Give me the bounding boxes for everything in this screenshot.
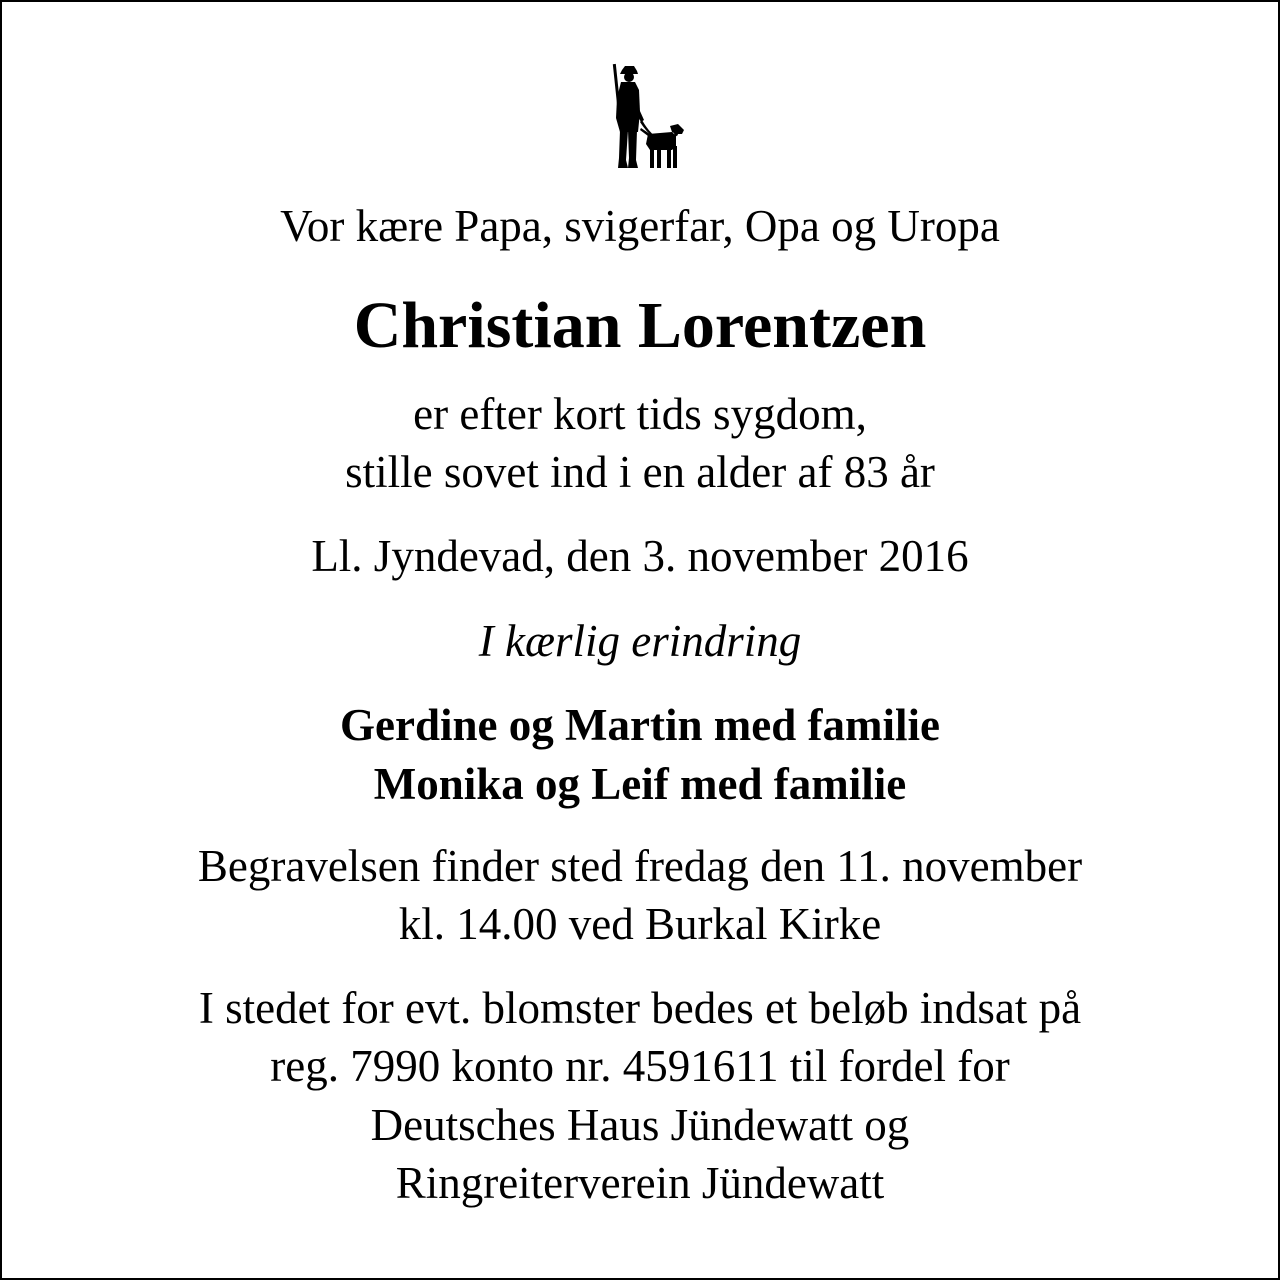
place-and-date: Ll. Jyndevad, den 3. november 2016 <box>311 531 969 581</box>
family-line-2: Monika og Leif med familie <box>373 759 907 809</box>
intro-line: Vor kære Papa, svigerfar, Opa og Uropa <box>280 201 1000 251</box>
family-line-1: Gerdine og Martin med familie <box>340 700 940 750</box>
funeral-line-2: kl. 14.00 ved Burkal Kirke <box>398 899 882 949</box>
passing-line-2: stille sovet ind i en alder af 83 år <box>345 447 935 497</box>
remembrance-line: I kærlig erindring <box>478 616 802 666</box>
donation-line-1: I stedet for evt. blomster bedes et beløb indsat på <box>198 983 1082 1033</box>
deceased-name: Christian Lorentzen <box>353 289 927 362</box>
donation-line-2: reg. 7990 konto nr. 4591611 til fordel for <box>270 1041 1010 1091</box>
passing-line-1: er efter kort tids sygdom, <box>413 389 867 439</box>
donation-line-4: Ringreiterverein Jündewatt <box>395 1158 885 1208</box>
donation-line-3: Deutsches Haus Jündewatt og <box>370 1100 910 1150</box>
funeral-line-1: Begravelsen finder sted fredag den 11. november <box>197 841 1083 891</box>
hunter-with-dog-icon <box>598 60 686 172</box>
